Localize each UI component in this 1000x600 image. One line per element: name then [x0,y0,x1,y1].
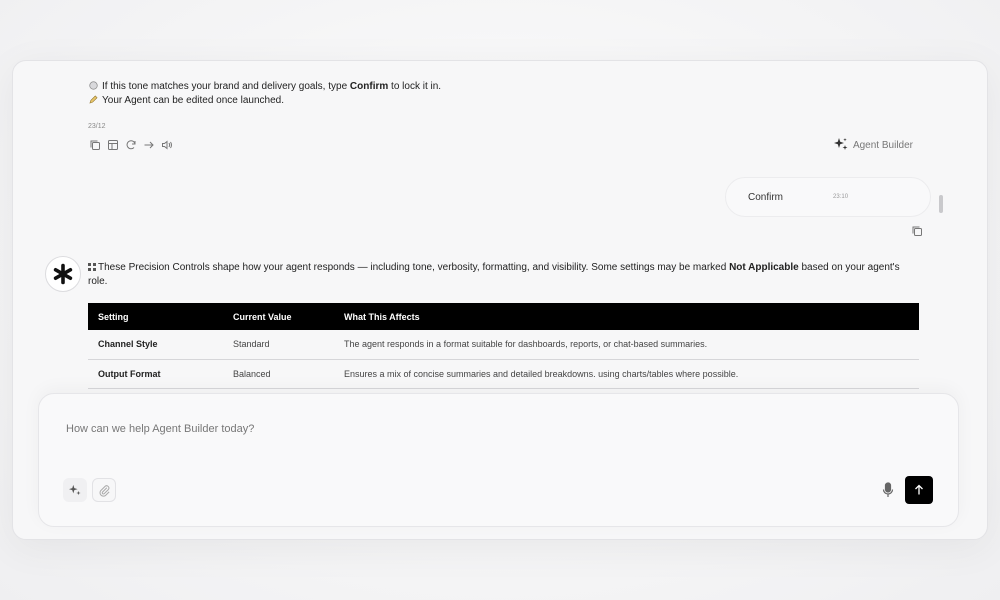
pencil-emoji-icon [88,95,98,106]
table-header-row [88,303,919,330]
copy-icon[interactable] [88,138,101,151]
previous-message-note: Your Agent can be edited once launched. [102,95,285,106]
table-row [88,330,919,359]
sparkle-button[interactable] [63,478,87,502]
user-message-timestamp: 23:10 [833,194,849,200]
message-action-bar [88,138,173,151]
table-header-what-this-affects: What This Affects [334,303,919,330]
table-icon[interactable] [106,138,119,151]
arrow-up-icon [913,484,925,496]
user-message-text: Confirm [748,191,784,203]
sparkle-icon [69,484,81,496]
previous-message-line-2 [88,95,284,106]
send-button[interactable] [905,476,933,504]
user-message-bubble [725,177,931,217]
table-cell-value: Balanced [223,359,334,388]
agent-builder-label [834,137,913,154]
precision-controls-table [88,303,919,389]
table-cell-value: Standard [223,330,334,359]
assistant-intro-text: These Precision Controls shape how your agent responds — including tone, verbosity, formatting, and visibility. Some settings may be marked Not Applicable based on your agent's role. [88,262,900,287]
message-composer [38,393,959,527]
chat-window [12,60,988,540]
circle-emoji-icon [88,81,98,92]
agent-builder-name: Agent Builder [852,140,913,151]
table-cell-description: Ensures a mix of concise summaries and detailed breakdowns. using charts/tables where possible. [334,359,919,388]
refresh-icon[interactable] [124,138,137,151]
chat-scroll-area[interactable] [13,61,988,401]
table-cell-setting: Output Format [88,359,223,388]
assistant-avatar [45,256,81,292]
message-timestamp: 23/12 [88,123,106,130]
scrollbar-thumb[interactable] [939,195,943,213]
table-header-current-value: Current Value [223,303,334,330]
table-header-setting: Setting [88,303,223,330]
attach-button[interactable] [92,478,116,502]
microphone-button[interactable] [879,480,897,500]
arrow-right-icon[interactable] [142,138,155,151]
sparkle-icon [834,137,848,154]
asterisk-logo-icon [52,263,74,285]
speaker-icon[interactable] [160,138,173,151]
grid-emoji-icon [88,263,96,271]
paperclip-icon [98,484,111,497]
table-cell-description: The agent responds in a format suitable for dashboards, reports, or chat-based summaries. [334,330,919,359]
message-input[interactable] [66,420,766,438]
previous-message-line-1 [88,81,441,92]
copy-user-message-icon[interactable] [910,224,924,238]
microphone-icon [882,482,894,498]
table-cell-setting: Channel Style [88,330,223,359]
previous-message-text: If this tone matches your brand and delivery goals, type Confirm to lock it in. [102,81,442,92]
table-row [88,359,919,388]
